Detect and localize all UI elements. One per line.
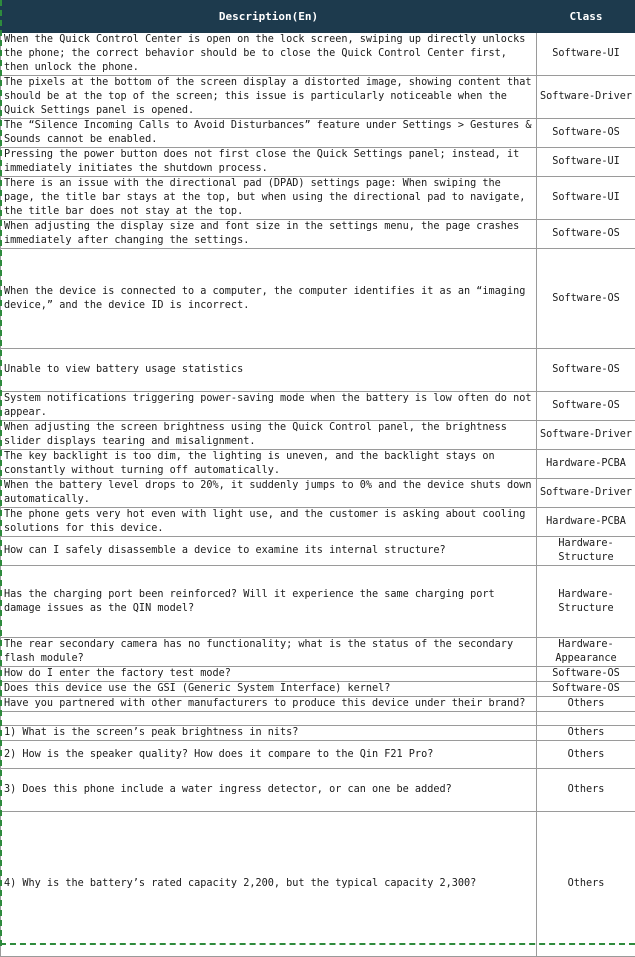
class-text: Software-OS [538, 399, 634, 413]
class-cell[interactable] [537, 726, 635, 741]
description-cell[interactable] [1, 667, 537, 682]
class-cell[interactable] [537, 76, 635, 119]
class-text: Software-UI [538, 191, 634, 205]
class-text: Hardware-PCBA [538, 457, 634, 471]
table-row [1, 667, 635, 682]
class-text: Software-OS [538, 227, 634, 241]
table-row [1, 769, 635, 812]
table-row [1, 249, 635, 349]
table-row [1, 349, 635, 392]
class-text: Software-Driver [538, 428, 634, 442]
class-text: Others [538, 726, 634, 740]
class-text: Hardware-Structure [538, 588, 634, 616]
description-text: Pressing the power button does not first close the Quick Settings panel; instead, it immediately initiates the shutdown process. [4, 148, 534, 176]
description-text: 1) What is the screen’s peak brightness in nits? [4, 726, 534, 740]
class-cell[interactable] [537, 537, 635, 566]
class-text: Software-OS [538, 682, 634, 696]
description-cell[interactable] [1, 349, 537, 392]
class-cell[interactable] [537, 421, 635, 450]
table-row [1, 638, 635, 667]
class-cell[interactable] [537, 392, 635, 421]
description-text: When the Quick Control Center is open on the lock screen, swiping up directly unlocks the phone; the correct behavior should be to close the Quick Control Center first, then unlock the phone. [4, 33, 534, 75]
description-cell[interactable] [1, 177, 537, 220]
description-text: The “Silence Incoming Calls to Avoid Disturbances” feature under Settings > Gestures & Sounds cannot be enabled. [4, 119, 534, 147]
class-text: Hardware-Structure [538, 537, 634, 565]
description-cell[interactable] [1, 741, 537, 769]
description-cell[interactable] [1, 392, 537, 421]
table-row [1, 392, 635, 421]
description-text: System notifications triggering power-saving mode when the battery is low often do not appear. [4, 392, 534, 420]
class-cell[interactable] [537, 119, 635, 148]
class-cell[interactable] [537, 220, 635, 249]
description-text: 3) Does this phone include a water ingress detector, or can one be added? [4, 783, 534, 797]
table-row [1, 33, 635, 76]
description-cell[interactable] [1, 508, 537, 537]
class-cell[interactable] [537, 769, 635, 812]
description-cell[interactable] [1, 697, 537, 712]
description-cell[interactable] [1, 682, 537, 697]
class-cell[interactable] [537, 450, 635, 479]
selection-guide-left [0, 0, 2, 946]
description-text: Have you partnered with other manufacturers to produce this device under their brand? [4, 697, 534, 711]
description-cell[interactable] [1, 479, 537, 508]
class-cell[interactable] [537, 349, 635, 392]
description-text: There is an issue with the directional pad (DPAD) settings page: When swiping the page, the title bar stays at the top, but when using the directional pad to navigate, the title bar does not stay at the top. [4, 177, 534, 219]
class-cell[interactable] [537, 508, 635, 537]
table-row [1, 421, 635, 450]
class-text: Others [538, 748, 634, 762]
header-class[interactable]: Class [537, 1, 635, 33]
description-text: When the device is connected to a computer, the computer identifies it as an “imaging device,” and the device ID is incorrect. [4, 285, 534, 313]
description-cell[interactable] [1, 566, 537, 638]
table-row [1, 741, 635, 769]
class-cell[interactable] [537, 177, 635, 220]
class-text: Software-UI [538, 155, 634, 169]
description-cell[interactable] [1, 148, 537, 177]
class-text: Hardware-Appearance [538, 638, 634, 666]
description-text: Does this device use the GSI (Generic System Interface) kernel? [4, 682, 534, 696]
class-text: Hardware-PCBA [538, 515, 634, 529]
class-text: Software-OS [538, 363, 634, 377]
description-cell[interactable] [1, 450, 537, 479]
description-cell[interactable] [1, 537, 537, 566]
class-text: Software-Driver [538, 90, 634, 104]
description-cell[interactable] [1, 119, 537, 148]
description-text: When the battery level drops to 20%, it suddenly jumps to 0% and the device shuts down automatically. [4, 479, 534, 507]
class-cell[interactable] [537, 697, 635, 712]
class-cell[interactable] [537, 741, 635, 769]
table-body [1, 33, 635, 957]
header-description[interactable]: Description(En) [1, 1, 537, 33]
table-row [1, 177, 635, 220]
description-cell[interactable] [1, 249, 537, 349]
class-cell[interactable] [537, 249, 635, 349]
description-text: Has the charging port been reinforced? Will it experience the same charging port damage issues as the QIN model? [4, 588, 534, 616]
class-cell[interactable] [537, 566, 635, 638]
table-row [1, 148, 635, 177]
description-text: When adjusting the display size and font size in the settings menu, the page crashes immediately after changing the settings. [4, 220, 534, 248]
selection-guide-bottom [0, 943, 635, 945]
description-cell[interactable] [1, 769, 537, 812]
table-row [1, 682, 635, 697]
description-cell[interactable] [1, 726, 537, 741]
class-cell[interactable] [537, 682, 635, 697]
class-cell[interactable] [537, 712, 635, 726]
table-row [1, 812, 635, 957]
description-cell[interactable] [1, 638, 537, 667]
description-text: The rear secondary camera has no functionality; what is the status of the secondary flash module? [4, 638, 534, 666]
description-cell[interactable] [1, 76, 537, 119]
class-text: Software-Driver [538, 486, 634, 500]
class-text: Software-OS [538, 667, 634, 681]
class-cell[interactable] [537, 638, 635, 667]
table-row [1, 566, 635, 638]
table-row [1, 508, 635, 537]
class-cell[interactable] [537, 33, 635, 76]
header-row [1, 1, 635, 33]
class-cell[interactable] [537, 148, 635, 177]
table-row [1, 76, 635, 119]
class-text: Others [538, 697, 634, 711]
description-text: 4) Why is the battery’s rated capacity 2,200, but the typical capacity 2,300? [4, 877, 534, 891]
class-text: Software-OS [538, 292, 634, 306]
table-row [1, 220, 635, 249]
class-cell[interactable] [537, 667, 635, 682]
description-cell[interactable] [1, 812, 537, 957]
table-row [1, 712, 635, 726]
class-text: Software-OS [538, 126, 634, 140]
description-cell[interactable] [1, 33, 537, 76]
description-text: The key backlight is too dim, the lighting is uneven, and the backlight stays on constantly without turning off automatically. [4, 450, 534, 478]
table-row [1, 119, 635, 148]
table-row [1, 697, 635, 712]
description-text: 2) How is the speaker quality? How does it compare to the Qin F21 Pro? [4, 748, 534, 762]
description-text: How can I safely disassemble a device to examine its internal structure? [4, 544, 534, 558]
table-row [1, 450, 635, 479]
table-row [1, 726, 635, 741]
description-cell[interactable] [1, 220, 537, 249]
description-text: How do I enter the factory test mode? [4, 667, 534, 681]
class-text: Others [538, 783, 634, 797]
description-cell[interactable] [1, 712, 537, 726]
class-text: Software-UI [538, 47, 634, 61]
description-text: The pixels at the bottom of the screen display a distorted image, showing content that should be at the top of the screen; this issue is particularly noticeable when the Quick Settings panel is opened. [4, 76, 534, 118]
table-row [1, 537, 635, 566]
class-text: Others [538, 877, 634, 891]
class-cell[interactable] [537, 479, 635, 508]
description-text: When adjusting the screen brightness using the Quick Control panel, the brightness slider displays tearing and misalignment. [4, 421, 534, 449]
description-text: The phone gets very hot even with light use, and the customer is asking about cooling solutions for this device. [4, 508, 534, 536]
description-text: Unable to view battery usage statistics [4, 363, 534, 377]
table-row [1, 479, 635, 508]
description-cell[interactable] [1, 421, 537, 450]
class-cell[interactable] [537, 812, 635, 957]
